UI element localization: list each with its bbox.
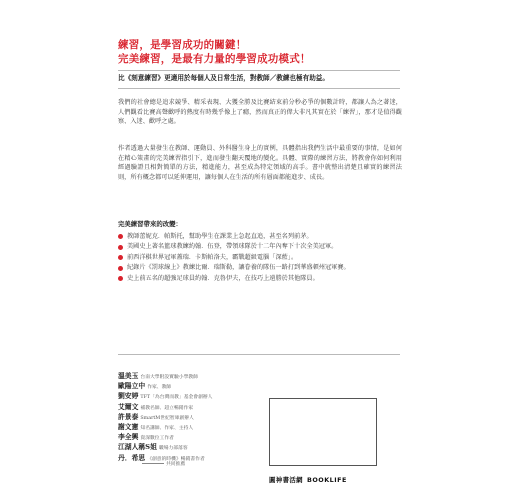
list-item xyxy=(118,242,404,251)
list-item xyxy=(118,274,404,283)
list-item xyxy=(118,263,404,272)
dash-line xyxy=(142,463,164,464)
endorser-row xyxy=(118,409,268,419)
endorser-title: 職場力部落客 xyxy=(158,446,188,452)
publisher-name-cn: 圓神書活網 xyxy=(269,476,303,484)
bullet-icon xyxy=(118,245,123,250)
divider-top xyxy=(118,70,400,71)
bullet-icon xyxy=(118,255,123,260)
publisher-logo xyxy=(269,467,347,486)
divider-endorsers xyxy=(118,354,400,355)
endorser-list xyxy=(118,368,268,467)
endorser-name: 溫美玉 xyxy=(118,372,139,380)
endorser-title: TFT「為台灣而教」基金會創辦人 xyxy=(140,395,213,401)
headline-line-1: 練習，是學習成功的關鍵！ xyxy=(118,39,247,51)
bullet-icon xyxy=(118,234,123,239)
endorser-name: 李全興 xyxy=(118,433,139,442)
bullet-icon xyxy=(118,276,123,281)
endorser-title: 台南大學附設實驗小學教師 xyxy=(140,375,198,380)
endorser-title: 知名講師、作家、主持人 xyxy=(140,425,194,431)
improvements-list xyxy=(118,232,404,284)
endorser-row xyxy=(118,450,268,460)
endorser-title: 補教名師、超立暢銷作家 xyxy=(140,405,194,411)
endorser-name: 丹．希思 xyxy=(118,453,146,462)
lead-sentence: 比《刻意練習》更適用於每個人及日常生活，對教師／教練也極有助益。 xyxy=(118,74,329,82)
endorser-title: 作家、教師 xyxy=(147,385,172,391)
endorser-row xyxy=(118,368,268,378)
list-item xyxy=(118,232,404,241)
list-item-text: 教師蕾妮克．帕斯托，幫助學生在課業上急起直追，甚至名列前茅。 xyxy=(127,233,313,240)
barcode-placeholder xyxy=(269,398,377,466)
endorser-name: 謝文憲 xyxy=(118,422,139,431)
list-item-text: 美國史上著名籃球教練約翰．伍登，帶領球隊於十二年內奪下十次全美冠軍。 xyxy=(127,243,338,251)
endorser-title: 《創意的時機》暢銷書作者 xyxy=(147,456,205,462)
endorser-name: 江湖人稱S姐 xyxy=(118,443,157,452)
endorser-name: 艾爾文 xyxy=(118,402,139,411)
endorser-row xyxy=(118,439,268,452)
list-item-text: 前西洋棋世界冠軍蓋瑞．卡斯帕洛夫，霸戰超級電腦「深藍」。 xyxy=(127,253,298,261)
endorser-title: SmartM世紀智庫創辦人 xyxy=(140,415,194,421)
endorser-row xyxy=(118,399,268,409)
divider-lead xyxy=(118,88,400,89)
improvements-title: 完美練習帶來的改變： xyxy=(118,220,182,228)
list-item xyxy=(118,253,404,262)
paragraph-2: 作者透過大量發生在教師、運動員、外科醫生身上的實例，具體指出我們生活中最重要的事情，是如何在精心策畫的完美練習指引下，進而發生翻天覆地的變化。具體、實際的練習方法，將教會你如何利用經過驗證且相對簡單的方法，精進能力，甚至成為特定領域的高手。書中就整出清楚且確實的練習法則，所有概念都可以延伸運用，讓每個人在生活的所有層面都能進步、成長。 xyxy=(118,145,402,181)
bullet-icon xyxy=(118,266,123,271)
headline-line-2: 完美練習，是最有力量的學習成功模式！ xyxy=(118,53,311,65)
joint-recommendation-label: 共同推薦 xyxy=(166,461,186,467)
endorser-name: 歐陽立中 xyxy=(118,382,146,391)
endorser-row xyxy=(118,419,268,429)
endorser-name: 許景泰 xyxy=(118,412,139,421)
publisher-name-en: BOOKLIFE xyxy=(306,476,347,484)
endorser-row xyxy=(118,429,268,442)
list-item-text: 紀錄片《罰球線上》教練比爾．瑞斯勒，讓眷養的隊伍一路打到華盛頓州冠軍賽。 xyxy=(127,264,350,272)
endorser-row xyxy=(118,388,268,401)
headline xyxy=(118,38,418,66)
endorser-name: 劉安婷 xyxy=(118,392,139,401)
list-item-text: 史上前五名的超強足球員約翰．克魯伊夫，在技巧上遠勝於其他隊員。 xyxy=(127,274,319,282)
endorser-title: 資深數位工作者 xyxy=(140,436,174,442)
paragraph-1: 我們的社會總是追求競爭、精采表現、大獲全勝及比賽結束前分秒必爭的個數計時，都讓人為之著迷，人們觀看比賽高聲歡呼的熱度有時幾乎像上了癮，然而真正的偉大非凡其實在於「練習」，那才是值得觀察、入迷、歡呼之處。 xyxy=(118,99,402,126)
